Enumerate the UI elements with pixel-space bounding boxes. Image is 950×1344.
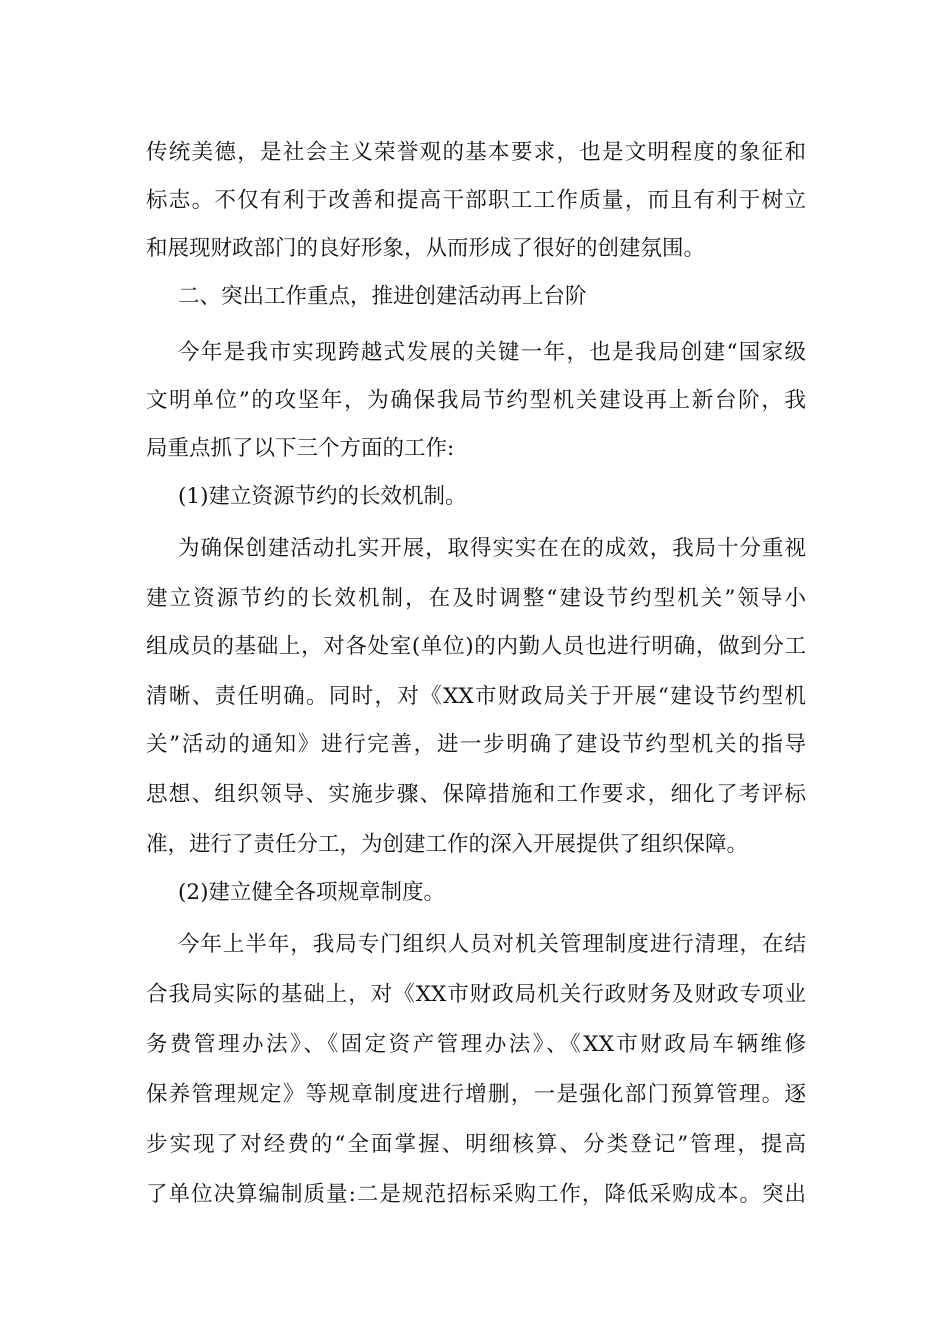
body-text-line: 今年上半年，我局专门组织人员对机关管理制度进行清理，在结	[178, 932, 806, 957]
subsection-heading: (1)建立资源节约的长效机制。	[178, 484, 467, 509]
body-text-line: 了单位决算编制质量:二是规范招标采购工作，降低采购成本。突出	[146, 1182, 806, 1207]
body-text-line: 组成员的基础上，对各处室(单位)的内勤人员也进行明确，做到分工	[146, 634, 806, 659]
body-text-line: 标志。不仅有利于改善和提高干部职工工作质量，而且有利于树立	[146, 188, 806, 213]
body-text-line: 思想、组织领导、实施步骤、保障措施和工作要求，细化了考评标	[146, 782, 806, 807]
body-text-line: 文明单位”的攻坚年，为确保我局节约型机关建设再上新台阶，我	[146, 388, 806, 413]
section-heading: 二、突出工作重点，推进创建活动再上台阶	[178, 284, 587, 309]
body-text-line: 今年是我市实现跨越式发展的关键一年，也是我局创建“国家级	[178, 340, 806, 365]
body-text-line: 合我局实际的基础上，对《XX市财政局机关行政财务及财政专项业	[146, 982, 806, 1007]
body-text-line: 步实现了对经费的“全面掌握、明细核算、分类登记”管理，提高	[146, 1132, 806, 1157]
body-text-line: 准，进行了责任分工，为创建工作的深入开展提供了组织保障。	[146, 832, 749, 857]
body-text-line: 建立资源节约的长效机制，在及时调整“建设节约型机关”领导小	[146, 586, 806, 611]
body-text-line: 传统美德，是社会主义荣誉观的基本要求，也是文明程度的象征和	[146, 140, 806, 165]
subsection-heading: (2)建立健全各项规章制度。	[178, 880, 445, 905]
body-text-line: 关”活动的通知》进行完善，进一步明确了建设节约型机关的指导	[146, 732, 806, 757]
body-text-line: 为确保创建活动扎实开展，取得实实在在的成效，我局十分重视	[178, 536, 806, 561]
body-text-line: 清晰、责任明确。同时，对《XX市财政局关于开展“建设节约型机	[146, 684, 806, 709]
body-text-line: 和展现财政部门的良好形象，从而形成了很好的创建氛围。	[146, 236, 706, 261]
body-text-line: 局重点抓了以下三个方面的工作:	[146, 436, 455, 461]
body-text-line: 务费管理办法》、《固定资产管理办法》、《XX市财政局车辆维修	[146, 1032, 806, 1057]
body-text-line: 保养管理规定》等规章制度进行增删，一是强化部门预算管理。逐	[146, 1082, 806, 1107]
